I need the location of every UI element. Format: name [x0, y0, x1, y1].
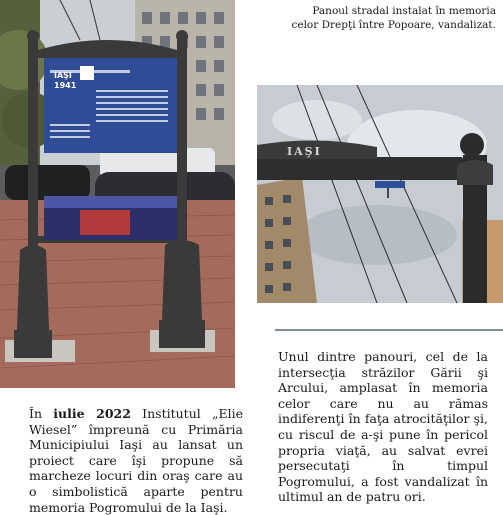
panel-closeup-photo — [257, 85, 503, 303]
project-paragraph — [29, 406, 243, 515]
street-panel-illustration — [0, 0, 235, 388]
panel-sign-text: IAŞI — [287, 145, 322, 158]
panel-logo-line2: 1941 — [54, 81, 77, 90]
paragraph-rest: Institutul „Elie Wiesel” împreună cu Primăria Municipiului Iaşi au lansat un proiect care îşi propune să marcheze locuri din oraş care au o simbolistică aparte pentru memoria Pogromului de la Iaşi. — [29, 406, 243, 515]
caption-line-1: Panoul stradal instalat în memoria — [312, 5, 496, 17]
paragraph-date: iulie 2022 — [53, 406, 131, 421]
paragraph-prefix: În — [29, 406, 54, 421]
panel-logo-line1: IAŞI — [54, 71, 72, 80]
street-panel-photo — [0, 0, 235, 388]
caption-line-2: celor Drepţi între Popoare, vandalizat. — [291, 19, 496, 31]
section-divider — [275, 329, 503, 331]
photo-caption — [276, 4, 496, 32]
vandalism-paragraph: Unul dintre panouri, cel de la intersecţia străzilor Gării şi Arcului, amplasat în memoria celor care nu au rămas indiferenţi în faţa atrocităţilor şi, cu riscul de a-şi pune în pericol propria viaţă, au salvat evrei persecutaţi în timpul Pogromului, a fost vandalizat în ultimul an de patru ori. — [278, 349, 488, 505]
panel-closeup-illustration — [257, 85, 503, 303]
